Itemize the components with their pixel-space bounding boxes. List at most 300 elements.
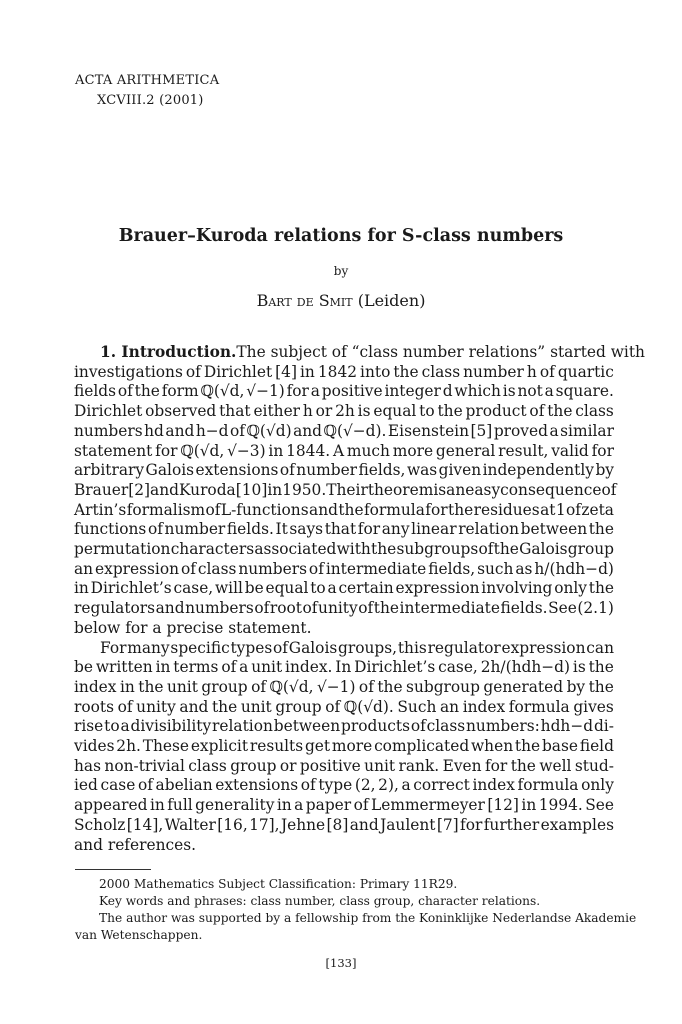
word: unity — [318, 599, 358, 618]
word: of — [601, 480, 617, 499]
text-line-content: and references. — [74, 835, 196, 854]
text-segment: The subject of “class number relations” started with — [236, 343, 645, 361]
word: in — [300, 362, 315, 381]
word: positive — [299, 756, 361, 775]
word: These — [142, 737, 190, 756]
word: of — [205, 500, 221, 519]
author — [0, 291, 682, 310]
word: types — [230, 638, 273, 657]
text-line-content — [74, 816, 614, 836]
word: and — [155, 599, 185, 618]
text-line-content — [74, 737, 614, 757]
word: fields. — [500, 599, 548, 618]
word: and — [150, 480, 179, 499]
text-line-content — [100, 639, 614, 659]
word: index. — [285, 658, 333, 677]
word: formula — [517, 776, 579, 795]
word: says — [289, 520, 324, 539]
word: results — [249, 737, 304, 756]
text-line — [74, 540, 614, 560]
text-line-content — [74, 382, 614, 402]
word: Dirichlet’s — [90, 579, 172, 598]
word: hd — [144, 421, 164, 440]
word: number — [463, 362, 524, 381]
word: more — [331, 737, 373, 756]
text-line — [74, 422, 614, 442]
word: numbers: — [466, 717, 540, 736]
text-line — [74, 599, 614, 619]
word: of — [302, 599, 318, 618]
text-line — [74, 442, 614, 462]
word: the — [373, 599, 399, 618]
word: for — [484, 756, 508, 775]
word: unit — [251, 658, 283, 677]
word: a — [401, 776, 411, 795]
text-line-content — [74, 678, 614, 698]
word: involving — [481, 579, 553, 598]
word: characters — [170, 540, 255, 559]
text-line-content — [74, 796, 614, 816]
text-line — [74, 501, 614, 521]
word: of — [279, 461, 295, 480]
word: of — [300, 776, 316, 795]
word: of — [254, 599, 270, 618]
word: and — [309, 500, 338, 519]
word: relation — [458, 520, 520, 539]
word: consequence — [500, 480, 602, 499]
word: unity — [136, 697, 176, 716]
text-line — [74, 619, 614, 639]
word: given — [438, 461, 482, 480]
word: abelian — [155, 776, 213, 795]
word: observed — [145, 402, 217, 421]
word: 1844. — [286, 441, 331, 460]
word: into — [360, 362, 391, 381]
word: which — [454, 382, 501, 401]
word: of — [353, 796, 369, 815]
word: stud- — [574, 756, 614, 775]
word: roots — [74, 697, 114, 716]
word: generated — [483, 677, 564, 696]
word: the — [377, 677, 403, 696]
word: index — [462, 697, 506, 716]
word: See — [548, 599, 577, 618]
word: of — [185, 362, 201, 381]
text-line — [74, 560, 614, 580]
word: functions — [74, 520, 147, 539]
word: of — [137, 776, 153, 795]
word: theorem — [367, 480, 434, 499]
word: [7] — [436, 815, 459, 834]
word: with — [336, 540, 371, 559]
text-line — [74, 461, 614, 481]
word: residues — [473, 500, 540, 519]
word: ied — [74, 776, 98, 795]
word: associated — [254, 540, 337, 559]
word: valid — [551, 441, 589, 460]
word: Brauer — [74, 480, 129, 499]
word: of — [147, 520, 163, 539]
word: equal — [265, 579, 309, 598]
word: fields, — [428, 559, 476, 578]
word: that — [219, 402, 251, 421]
word: class — [188, 756, 227, 775]
word: between — [273, 717, 341, 736]
word: formula — [508, 697, 570, 716]
footnote-rule — [75, 869, 151, 870]
word: of — [273, 638, 288, 657]
word: form — [161, 382, 199, 401]
word: of — [117, 697, 133, 716]
word: d — [442, 382, 453, 401]
word: either — [253, 402, 301, 421]
word: formula — [363, 500, 425, 519]
word: 1994. — [538, 796, 583, 815]
word: specific — [170, 638, 230, 657]
word: class — [426, 717, 466, 736]
word: and — [349, 815, 379, 834]
text-line — [74, 402, 614, 422]
word: will — [214, 579, 243, 598]
word: permutation — [74, 540, 171, 559]
text-line-content — [74, 579, 614, 599]
word: has — [74, 756, 101, 775]
word: of — [358, 599, 374, 618]
word: subgroup — [406, 677, 480, 696]
journal-volume: XCVIII.2 (2001) — [97, 93, 204, 108]
word: this — [397, 638, 427, 657]
word: an — [439, 697, 460, 716]
text-line-content — [74, 658, 614, 678]
word: the — [437, 402, 463, 421]
word: and — [179, 697, 209, 716]
word: is — [502, 382, 516, 401]
word: For — [100, 638, 127, 657]
word: fields. — [226, 520, 274, 539]
word: h−d — [195, 421, 229, 440]
word: in — [276, 796, 292, 815]
word: hdh−d — [540, 717, 594, 736]
word: at — [540, 500, 556, 519]
word: case — [100, 776, 136, 795]
text-line — [74, 382, 614, 402]
word: or — [315, 402, 333, 421]
word: the — [371, 540, 397, 559]
word: A — [332, 441, 345, 460]
word: of — [529, 402, 545, 421]
word: expression — [95, 559, 180, 578]
word: group — [567, 540, 614, 559]
word: [12] — [487, 796, 519, 815]
footnote-keywords: Key words and phrases: class number, class group, character relations. — [99, 894, 541, 908]
word: generality — [195, 796, 275, 815]
word: a — [239, 658, 249, 677]
text-line-content — [74, 698, 614, 718]
word: Jaulent — [380, 815, 436, 834]
word: gives — [573, 697, 614, 716]
word: examples — [540, 815, 614, 834]
word: of — [566, 500, 581, 519]
footnote-msc: 2000 Mathematics Subject Classification: Primary 11R29. — [99, 877, 458, 891]
word: [16, — [217, 815, 248, 834]
word: complicated — [374, 737, 470, 756]
word: Dirichlet — [74, 402, 143, 421]
text-line-content — [74, 442, 614, 462]
text-line-content — [74, 540, 614, 560]
text-line-content — [74, 599, 614, 619]
word: much — [346, 441, 390, 460]
word: Even — [442, 756, 482, 775]
byline: by — [333, 264, 349, 278]
word: numbers — [238, 559, 307, 578]
word: [4] — [275, 362, 297, 381]
word: number — [296, 461, 358, 480]
word: to — [419, 402, 435, 421]
word: investigations — [74, 362, 183, 381]
word: get — [304, 737, 331, 756]
word: groups, — [338, 638, 398, 657]
word: the — [588, 677, 614, 696]
word: the — [134, 382, 160, 401]
word: unit — [240, 697, 272, 716]
word: index — [472, 776, 515, 795]
text-line — [74, 678, 614, 698]
word: base — [541, 737, 578, 756]
text-line-content — [74, 520, 614, 540]
word: 2h/(hdh−d) — [480, 658, 571, 677]
word: a — [549, 421, 559, 440]
word: fields — [74, 382, 117, 401]
author-affiliation: (Leiden) — [357, 291, 426, 310]
word: only — [581, 776, 614, 795]
word: ℚ(√d). — [343, 697, 394, 716]
word: of — [358, 677, 374, 696]
word: of — [478, 540, 494, 559]
word: non-trivial — [104, 756, 185, 775]
word: 1 — [555, 500, 566, 519]
article-title: Brauer–Kuroda relations for S-class numbers — [118, 226, 564, 246]
word: of — [117, 382, 133, 401]
text-line-content — [74, 560, 614, 580]
word: (2, — [354, 776, 376, 795]
word: of — [308, 559, 324, 578]
word: the — [514, 737, 541, 756]
word: a — [294, 796, 304, 815]
word: [8] — [326, 815, 349, 834]
word: for — [460, 815, 483, 834]
word: in — [521, 796, 537, 815]
word: intermediate — [325, 559, 427, 578]
word: h/(hdh−d) — [534, 559, 614, 578]
word: Galois — [145, 461, 195, 480]
word: to — [310, 579, 326, 598]
word: Their — [326, 480, 368, 499]
word: Kuroda — [179, 480, 236, 499]
word: such — [477, 559, 514, 578]
word: number — [164, 520, 226, 539]
word: group — [201, 677, 248, 696]
word: Dirichlet’s — [354, 658, 436, 677]
word: case, — [438, 658, 478, 677]
word: independently — [482, 461, 594, 480]
word: extensions — [215, 776, 299, 795]
word: correct — [413, 776, 470, 795]
word: a — [310, 382, 320, 401]
text-line — [74, 480, 617, 501]
word: Jehne — [280, 815, 326, 834]
word: Walter — [164, 815, 216, 834]
text-line-content — [74, 402, 614, 422]
word: case, — [173, 579, 214, 598]
word: Scholz — [74, 815, 126, 834]
text-line-content — [74, 363, 614, 383]
text-line — [74, 796, 614, 816]
word: group — [230, 756, 277, 775]
word: by — [595, 461, 614, 480]
word: can — [586, 638, 614, 657]
word: divisibility — [130, 717, 212, 736]
word: terms — [173, 658, 219, 677]
word: the — [393, 362, 419, 381]
word: type — [318, 776, 353, 795]
text-line-content — [74, 422, 614, 442]
word: rank. — [398, 756, 440, 775]
text-line — [74, 757, 614, 777]
word: Dirichlet — [203, 362, 273, 381]
word: positive — [321, 382, 383, 401]
word: for — [591, 441, 614, 460]
word: Such — [397, 697, 437, 716]
word: of — [325, 697, 341, 716]
word: class — [197, 559, 237, 578]
footnote-support-2: van Wetenschappen. — [75, 928, 203, 942]
word: proved — [493, 421, 548, 440]
word: subgroups — [396, 540, 479, 559]
word: a — [544, 382, 554, 401]
article-body — [74, 343, 645, 855]
word: root — [269, 599, 302, 618]
word: of — [180, 559, 196, 578]
word: [2] — [128, 480, 151, 499]
word: √−1) — [316, 677, 356, 696]
page-number: [133] — [325, 956, 357, 970]
word: Galois — [288, 638, 338, 657]
text-line-content — [74, 717, 614, 737]
word: a — [120, 717, 130, 736]
text-line — [74, 520, 614, 540]
word: the — [588, 579, 614, 598]
word: any — [381, 520, 410, 539]
word: explicit — [190, 737, 249, 756]
word: [10] — [235, 480, 268, 499]
word: numbers — [74, 421, 143, 440]
word: √−1) — [246, 382, 285, 401]
word: full — [167, 796, 193, 815]
word: well — [539, 756, 572, 775]
word: class — [575, 402, 614, 421]
word: ℚ(√d, — [269, 677, 314, 696]
word: 1950. — [282, 480, 327, 499]
word: written — [95, 658, 153, 677]
word: expression — [395, 579, 480, 598]
word: square. — [555, 382, 614, 401]
word: index — [74, 677, 117, 696]
word: quartic — [557, 362, 614, 381]
word: regulators — [74, 599, 156, 618]
text-line-content — [74, 501, 614, 521]
word: similar — [560, 421, 614, 440]
word: product — [465, 402, 527, 421]
word: a — [327, 579, 337, 598]
word: Artin’s — [74, 500, 127, 519]
word: 2h. — [116, 737, 141, 756]
word: zeta — [581, 500, 614, 519]
word: 2), — [378, 776, 399, 795]
text-line — [74, 776, 614, 796]
word: intermediate — [399, 599, 500, 618]
word: in — [267, 480, 283, 499]
text-line — [74, 836, 614, 856]
text-line — [74, 363, 614, 383]
word: Eisenstein — [387, 421, 470, 440]
word: or — [279, 756, 297, 775]
word: formalism — [126, 500, 206, 519]
word: 1842 — [317, 362, 358, 381]
word: In — [335, 658, 352, 677]
word: general — [435, 441, 496, 460]
word: di- — [593, 717, 614, 736]
word: regulator — [427, 638, 501, 657]
word: 2h — [335, 402, 355, 421]
word: It — [275, 520, 288, 539]
word: class — [421, 362, 461, 381]
word: of — [230, 421, 245, 440]
word: appeared — [74, 796, 148, 815]
word: the — [448, 500, 474, 519]
word: further — [483, 815, 540, 834]
word: easy — [465, 480, 501, 499]
word: products — [341, 717, 410, 736]
word: when — [471, 737, 514, 756]
word: the — [138, 677, 164, 696]
word: of — [251, 677, 267, 696]
text-line — [74, 639, 614, 659]
footnote-support-1: The author was supported by a fellowship from the Koninklijke Nederlandse Akademie — [99, 911, 637, 925]
word: and — [293, 421, 323, 440]
text-line — [74, 816, 614, 836]
word: for — [357, 520, 381, 539]
word: the — [211, 697, 238, 716]
word: the — [510, 756, 536, 775]
word: See — [585, 796, 614, 815]
word: is — [357, 402, 371, 421]
word: rise — [74, 717, 104, 736]
word: the — [493, 540, 519, 559]
word: ℚ(√−d). — [323, 421, 387, 440]
word: in — [149, 796, 165, 815]
word: numbers — [185, 599, 254, 618]
word: is — [433, 480, 447, 499]
word: in — [74, 579, 89, 598]
text-line — [74, 698, 614, 718]
word: fields, — [358, 461, 406, 480]
text-line-content — [74, 480, 617, 501]
word: the — [547, 402, 573, 421]
word: statement — [74, 441, 153, 460]
journal-name: ACTA ARITHMETICA — [75, 73, 220, 88]
word: in — [119, 677, 135, 696]
text-line — [74, 658, 614, 678]
